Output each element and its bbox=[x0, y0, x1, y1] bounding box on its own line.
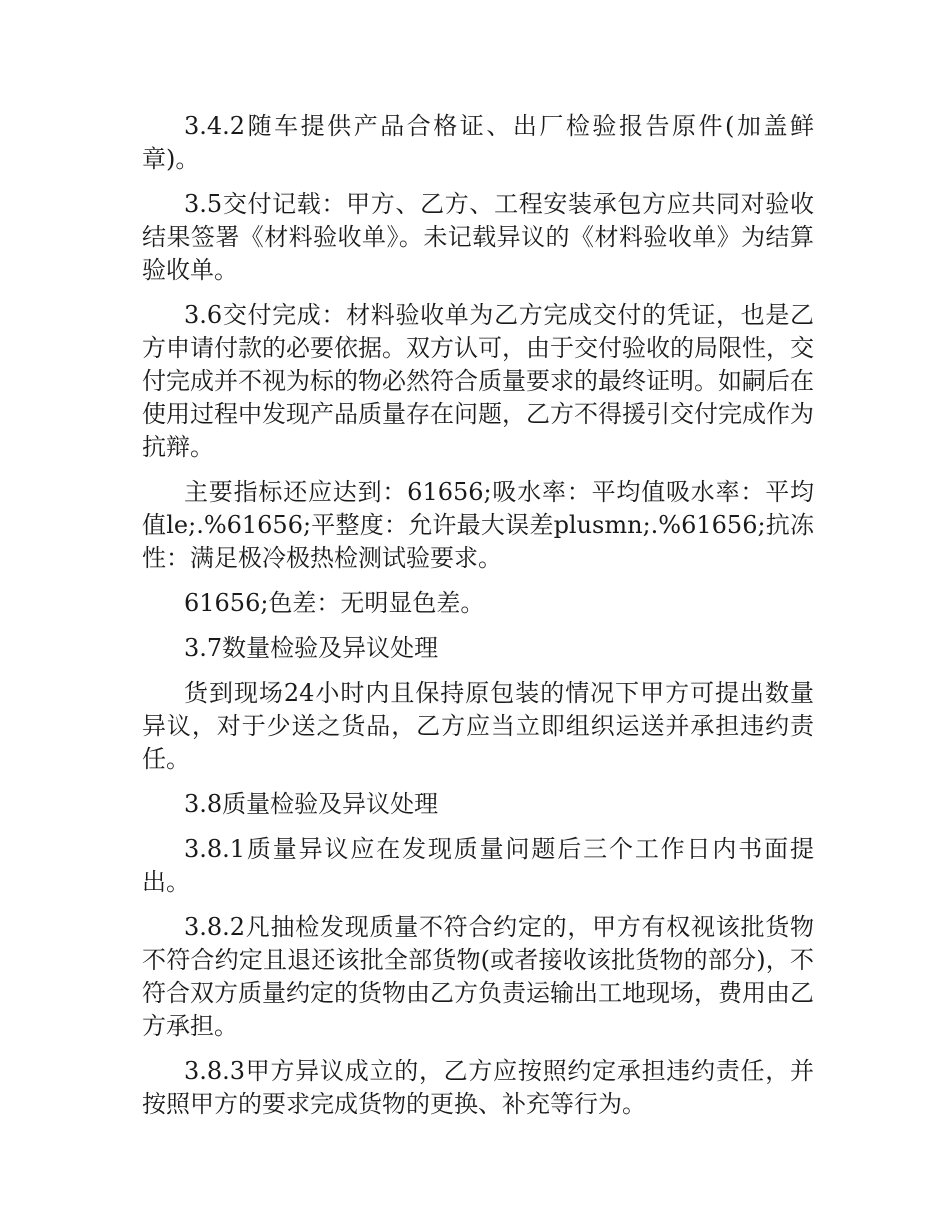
quantity-objection-paragraph: 货到现场24小时内且保持原包装的情况下甲方可提出数量异议，对于少送之货品，乙方应当立即组织运送并承担违约责任。 bbox=[142, 679, 814, 773]
clause-3-6: 3.6交付完成：材料验收单为乙方完成交付的凭证，也是乙方申请付款的必要依据。双方认可，由于交付验收的局限性，交付完成并不视为标的物必然符合质量要求的最终证明。如嗣后在使用过程中发现产品质量存在问题，乙方不得援引交付完成作为抗辩。 bbox=[142, 301, 814, 461]
clause-3-8-2: 3.8.2凡抽检发现质量不符合约定的，甲方有权视该批货物不符合约定且退还该批全部货物(或者接收该批货物的部分)，不符合双方质量约定的货物由乙方负责运输出工地现场，费用由乙方承担。 bbox=[142, 913, 814, 1040]
clause-3-8-heading: 3.8质量检验及异议处理 bbox=[184, 790, 439, 818]
clause-3-4-2: 3.4.2随车提供产品合格证、出厂检验报告原件(加盖鲜章)。 bbox=[142, 112, 814, 173]
clause-3-8-3: 3.8.3甲方异议成立的，乙方应按照约定承担违约责任，并按照甲方的要求完成货物的更换、补充等行为。 bbox=[142, 1057, 814, 1118]
document-body bbox=[142, 110, 814, 1133]
main-indicators-paragraph: 主要指标还应达到：61656;吸水率：平均值吸水率：平均值le;.%61656;平整度：允许最大误差plusmn;.%61656;抗冻性：满足极冷极热检测试验要求。 bbox=[142, 478, 814, 572]
clause-3-7-heading: 3.7数量检验及异议处理 bbox=[184, 634, 439, 662]
color-difference-paragraph: 61656;色差：无明显色差。 bbox=[184, 589, 485, 617]
clause-3-5: 3.5交付记载：甲方、乙方、工程安装承包方应共同对验收结果签署《材料验收单》。未记载异议的《材料验收单》为结算验收单。 bbox=[142, 190, 814, 284]
clause-3-8-1: 3.8.1质量异议应在发现质量问题后三个工作日内书面提出。 bbox=[142, 835, 814, 896]
